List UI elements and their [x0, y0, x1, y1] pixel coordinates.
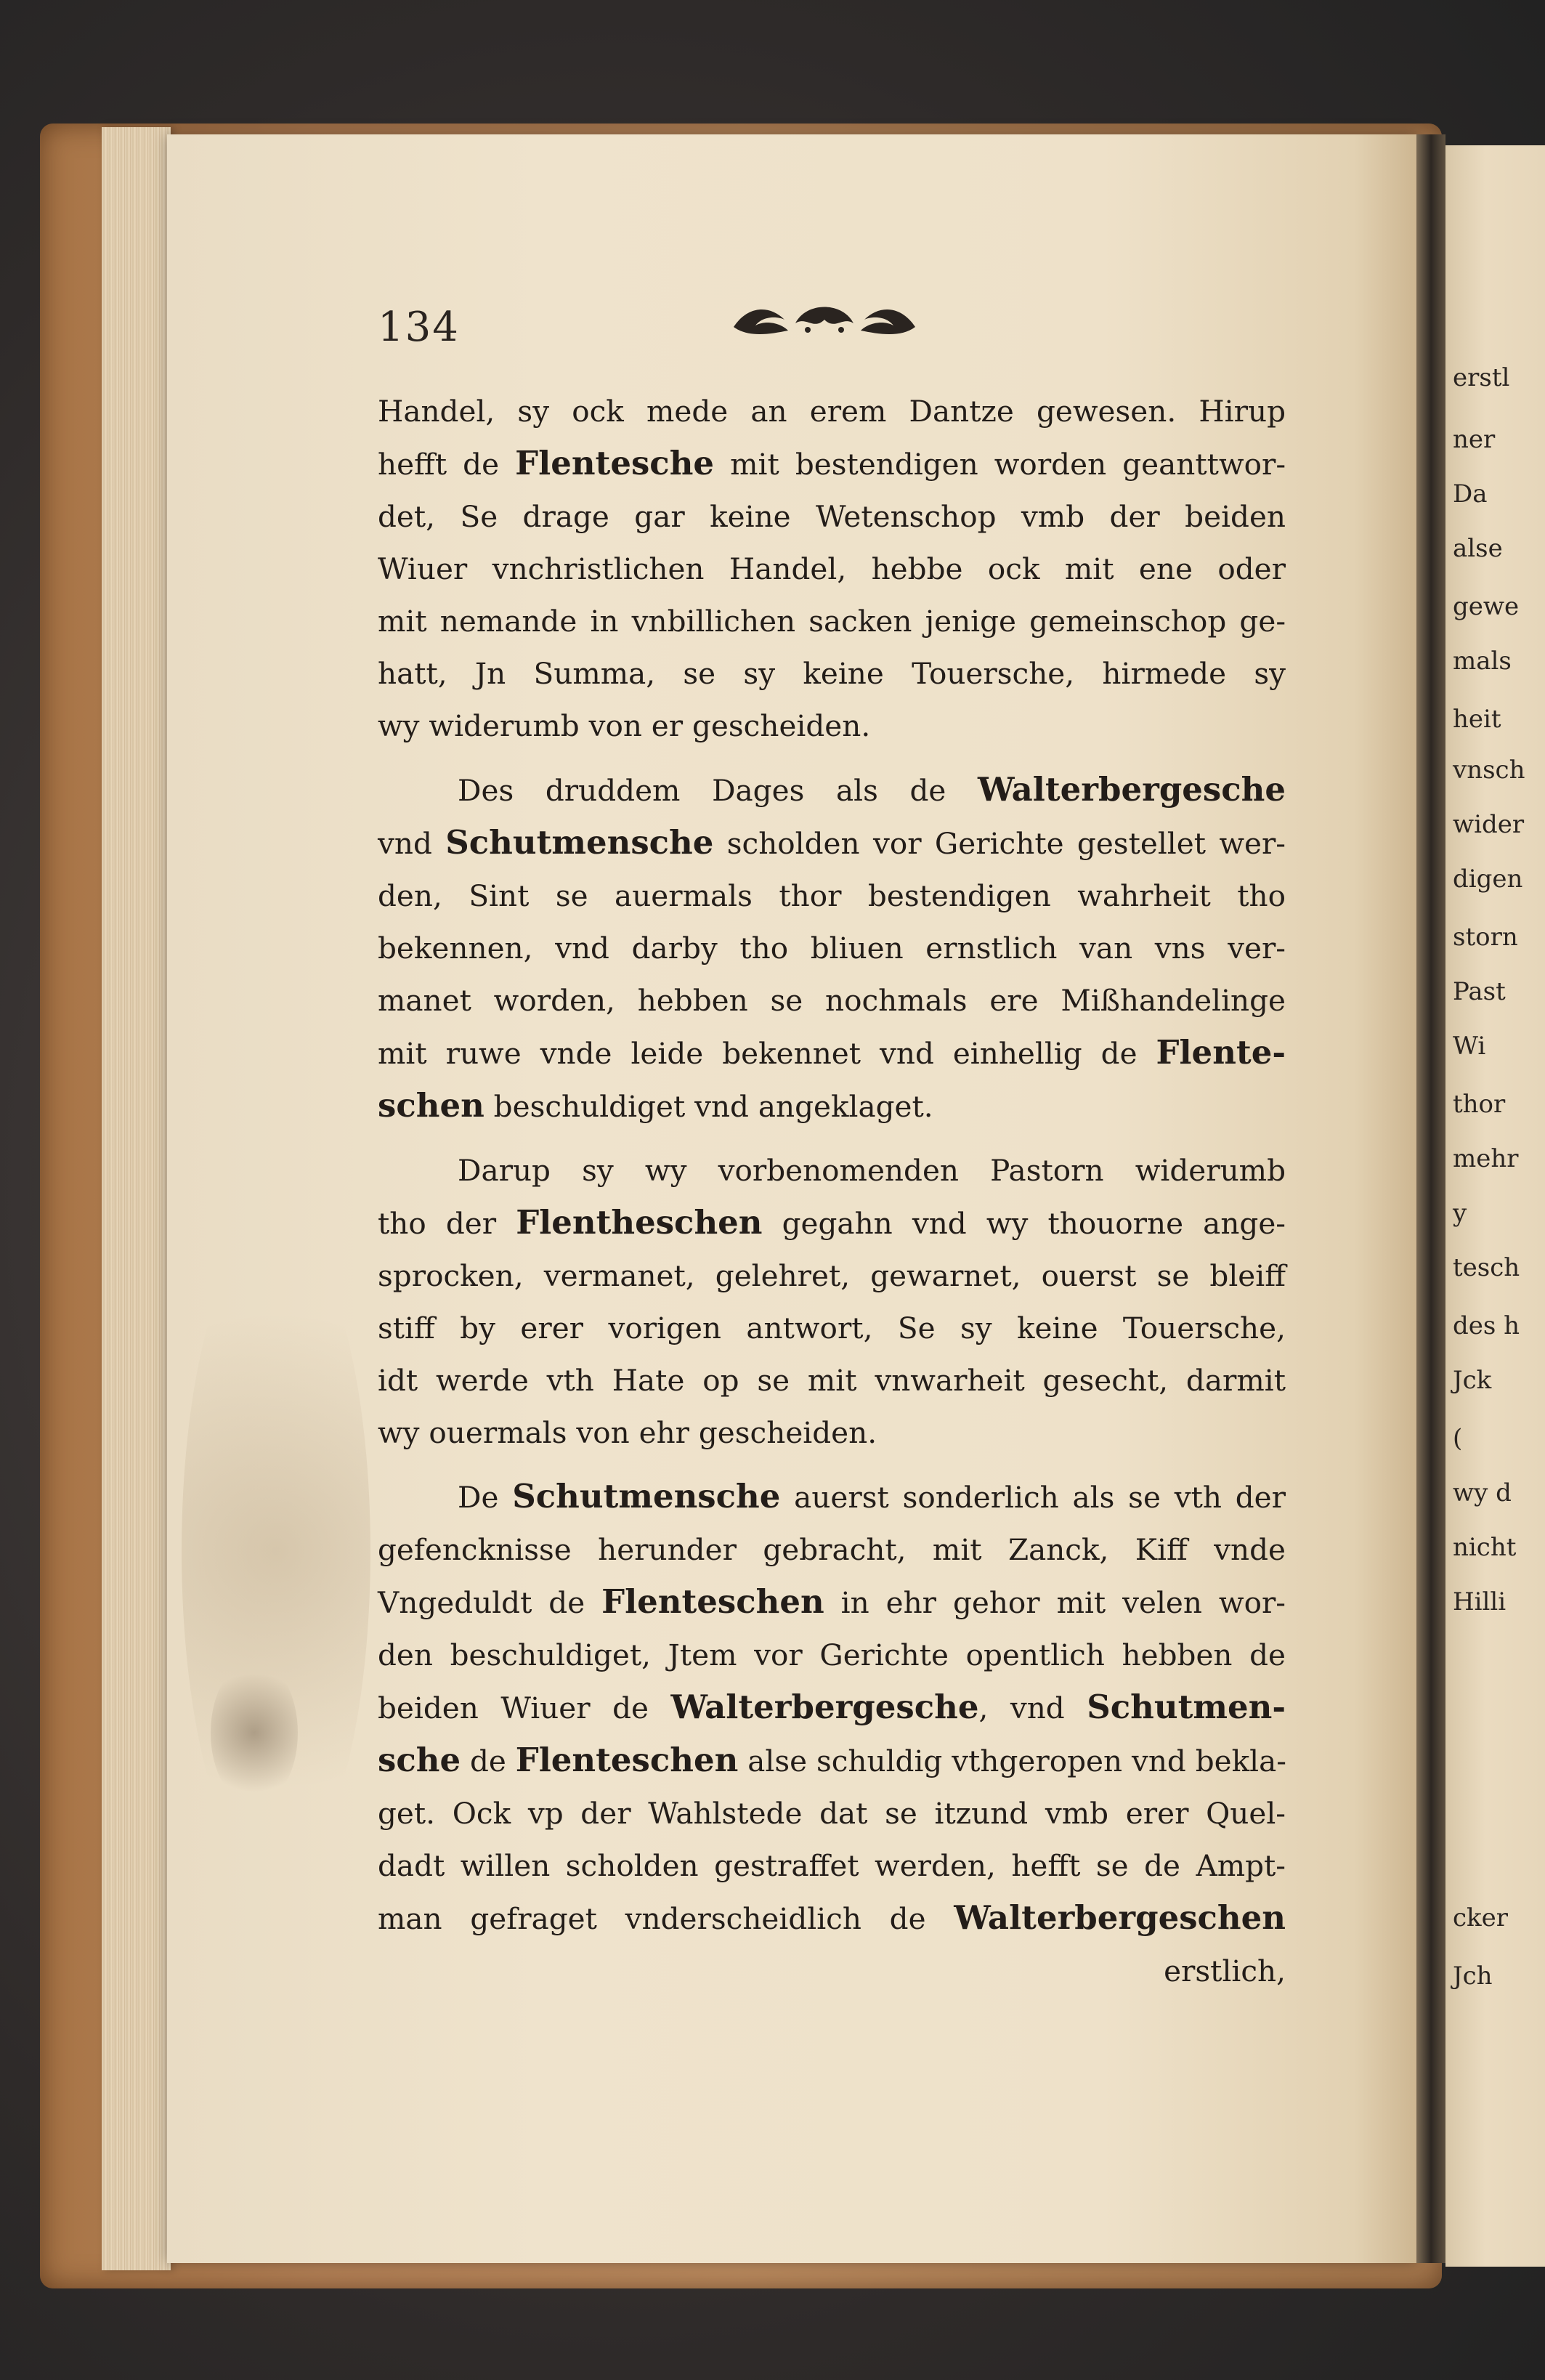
text-line: [378, 1250, 1286, 1302]
text-run: gefencknisse herunder gebracht, mit Zanck, Kiff vnde: [378, 1532, 1286, 1567]
next-page-text-fragment: Jch: [1453, 1962, 1493, 1991]
text-run: alse schuldig vthgeropen vnd bekla-: [738, 1744, 1286, 1778]
text-run: vnd: [378, 826, 446, 861]
text-run: sprocken, vermanet, gelehret, gewarnet, ouerst se bleiff: [378, 1258, 1286, 1293]
next-page-text-fragment: storn: [1453, 923, 1518, 952]
text-line: [378, 490, 1286, 543]
next-page-edge: [1445, 145, 1545, 2267]
text-run: gegahn vnd wy thouorne ange-: [762, 1206, 1286, 1241]
next-page-text-fragment: nicht: [1453, 1533, 1517, 1562]
text-line: [378, 1734, 1286, 1787]
text-run: man gefraget vnderscheidlich de: [378, 1901, 954, 1936]
emphasized-name: sche: [378, 1741, 461, 1779]
emphasized-name: Flente-: [1156, 1033, 1286, 1072]
text-line: [378, 1523, 1286, 1576]
text-line: [378, 1787, 1286, 1839]
text-run: Des druddem Dages als de: [458, 773, 978, 808]
next-page-text-fragment: heit: [1453, 705, 1501, 734]
emphasized-name: Flentesche: [515, 444, 715, 482]
paragraph: [378, 1144, 1286, 1459]
next-page-text-fragment: cker: [1453, 1903, 1509, 1932]
text-run: wy ouermals von ehr gescheiden.: [378, 1415, 877, 1450]
next-page-text-fragment: vnsch: [1453, 756, 1525, 785]
text-run: det, Se drage gar keine Wetenschop vmb der beiden: [378, 499, 1286, 534]
text-run: , vnd: [978, 1691, 1087, 1725]
text-line: [378, 870, 1286, 922]
text-run: Wiuer vnchristlichen Handel, hebbe ock mit ene oder: [378, 551, 1286, 586]
paragraph: [378, 385, 1286, 752]
text-run: dadt willen scholden gestraffet werden, hefft se de Ampt-: [378, 1848, 1286, 1883]
text-line: [378, 817, 1286, 870]
emphasized-name: Walterbergesche: [978, 770, 1286, 809]
next-page-text-fragment: Jck: [1453, 1366, 1492, 1395]
next-page-text-fragment: y: [1453, 1199, 1467, 1228]
text-line: [378, 974, 1286, 1027]
text-run: manet worden, hebben se nochmals ere Mißhandelinge: [378, 983, 1286, 1018]
next-page-text-fragment: Wi: [1453, 1032, 1486, 1061]
text-line: [378, 595, 1286, 647]
emphasized-name: Schutmen-: [1087, 1688, 1286, 1726]
text-run: get. Ock vp der Wahlstede dat se itzund vmb erer Quel-: [378, 1796, 1286, 1831]
next-page-text-fragment: Hilli: [1453, 1587, 1507, 1616]
text-line: [378, 1144, 1286, 1197]
catchword: erstlich,: [1164, 1954, 1286, 1988]
text-run: in ehr gehor mit velen wor-: [824, 1585, 1286, 1620]
text-line: [378, 922, 1286, 974]
text-run: Handel, sy ock mede an erem Dantze gewesen. Hirup: [378, 394, 1286, 429]
next-page-text-fragment: erstl: [1453, 363, 1510, 392]
text-run: mit bestendigen worden geanttwor-: [714, 447, 1286, 482]
page-stain: [211, 1660, 298, 1805]
text-line: [378, 1027, 1286, 1080]
text-line: [378, 1629, 1286, 1681]
body-text: [378, 385, 1286, 1997]
text-line: [378, 385, 1286, 437]
text-run: de: [461, 1744, 516, 1778]
text-line: [378, 1839, 1286, 1892]
emphasized-name: Schutmensche: [512, 1477, 781, 1515]
text-run: tho der: [378, 1206, 516, 1241]
text-line: [378, 437, 1286, 490]
text-run: auerst sonderlich als se vth der: [780, 1480, 1286, 1515]
text-line: [378, 647, 1286, 700]
text-run: den, Sint se auermals thor bestendigen wahrheit tho: [378, 878, 1286, 913]
emphasized-name: Walterbergeschen: [954, 1898, 1286, 1937]
emphasized-name: Flentheschen: [516, 1203, 763, 1242]
emphasized-name: schen: [378, 1086, 484, 1125]
text-run: mit ruwe vnde leide bekennet vnd einhellig de: [378, 1036, 1156, 1071]
text-line: [378, 1406, 1286, 1459]
paragraph: [378, 1470, 1286, 1945]
next-page-text-fragment: alse: [1453, 534, 1503, 563]
text-run: scholden vor Gerichte gestellet wer-: [713, 826, 1286, 861]
emphasized-name: Schutmensche: [445, 823, 714, 862]
next-page-text-fragment: tesch: [1453, 1253, 1520, 1282]
next-page-text-fragment: Da: [1453, 479, 1488, 509]
text-run: wy widerumb von er gescheiden.: [378, 708, 871, 743]
floral-vignette-icon: [726, 298, 922, 341]
text-run: Vngeduldt de: [378, 1585, 602, 1620]
next-page-text-fragment: mals: [1453, 647, 1512, 676]
text-line: [378, 700, 1286, 752]
text-run: hatt, Jn Summa, se sy keine Touersche, hirmede sy: [378, 656, 1286, 691]
page-number: 134: [378, 304, 460, 351]
next-page-text-fragment: Past: [1453, 977, 1506, 1006]
text-run: beschuldiget vnd angeklaget.: [484, 1089, 933, 1124]
text-run: bekennen, vnd darby tho bliuen ernstlich van vns ver-: [378, 931, 1286, 966]
text-line: [378, 1197, 1286, 1250]
text-line: [378, 1080, 1286, 1133]
book-gutter: [1416, 134, 1445, 2263]
emphasized-name: Flenteschen: [515, 1741, 739, 1779]
next-page-text-fragment: thor: [1453, 1090, 1506, 1119]
emphasized-name: Flenteschen: [601, 1582, 824, 1621]
text-line: [378, 1681, 1286, 1734]
text-run: idt werde vth Hate op se mit vnwarheit gesecht, darmit: [378, 1363, 1286, 1398]
text-line: [378, 1576, 1286, 1629]
text-run: mit nemande in vnbillichen sacken jenige gemeinschop ge-: [378, 604, 1286, 639]
text-run: den beschuldiget, Jtem vor Gerichte opentlich hebben de: [378, 1638, 1286, 1672]
next-page-text-fragment: digen: [1453, 865, 1523, 894]
text-line: [378, 1354, 1286, 1406]
next-page-text-fragment: gewe: [1453, 592, 1520, 621]
text-run: stiff by erer vorigen antwort, Se sy keine Touersche,: [378, 1311, 1286, 1345]
text-run: beiden Wiuer de: [378, 1691, 671, 1725]
text-line: [378, 543, 1286, 595]
text-run: De: [458, 1480, 513, 1515]
text-run: hefft de: [378, 447, 516, 482]
next-page-text-fragment: (: [1453, 1424, 1463, 1453]
text-run: Darup sy wy vorbenomenden Pastorn widerumb: [458, 1153, 1286, 1188]
next-page-text-fragment: wider: [1453, 810, 1525, 839]
next-page-text-fragment: wy d: [1453, 1478, 1512, 1507]
text-line: [378, 1470, 1286, 1523]
next-page-text-fragment: mehr: [1453, 1144, 1519, 1173]
next-page-text-fragment: des h: [1453, 1311, 1520, 1340]
text-line: [378, 1892, 1286, 1945]
text-line: [378, 764, 1286, 817]
page-stack-edge: [102, 127, 171, 2270]
text-line: [378, 1302, 1286, 1354]
next-page-text-fragment: ner: [1453, 425, 1496, 454]
emphasized-name: Walterbergesche: [670, 1688, 979, 1726]
paragraph: [378, 764, 1286, 1133]
